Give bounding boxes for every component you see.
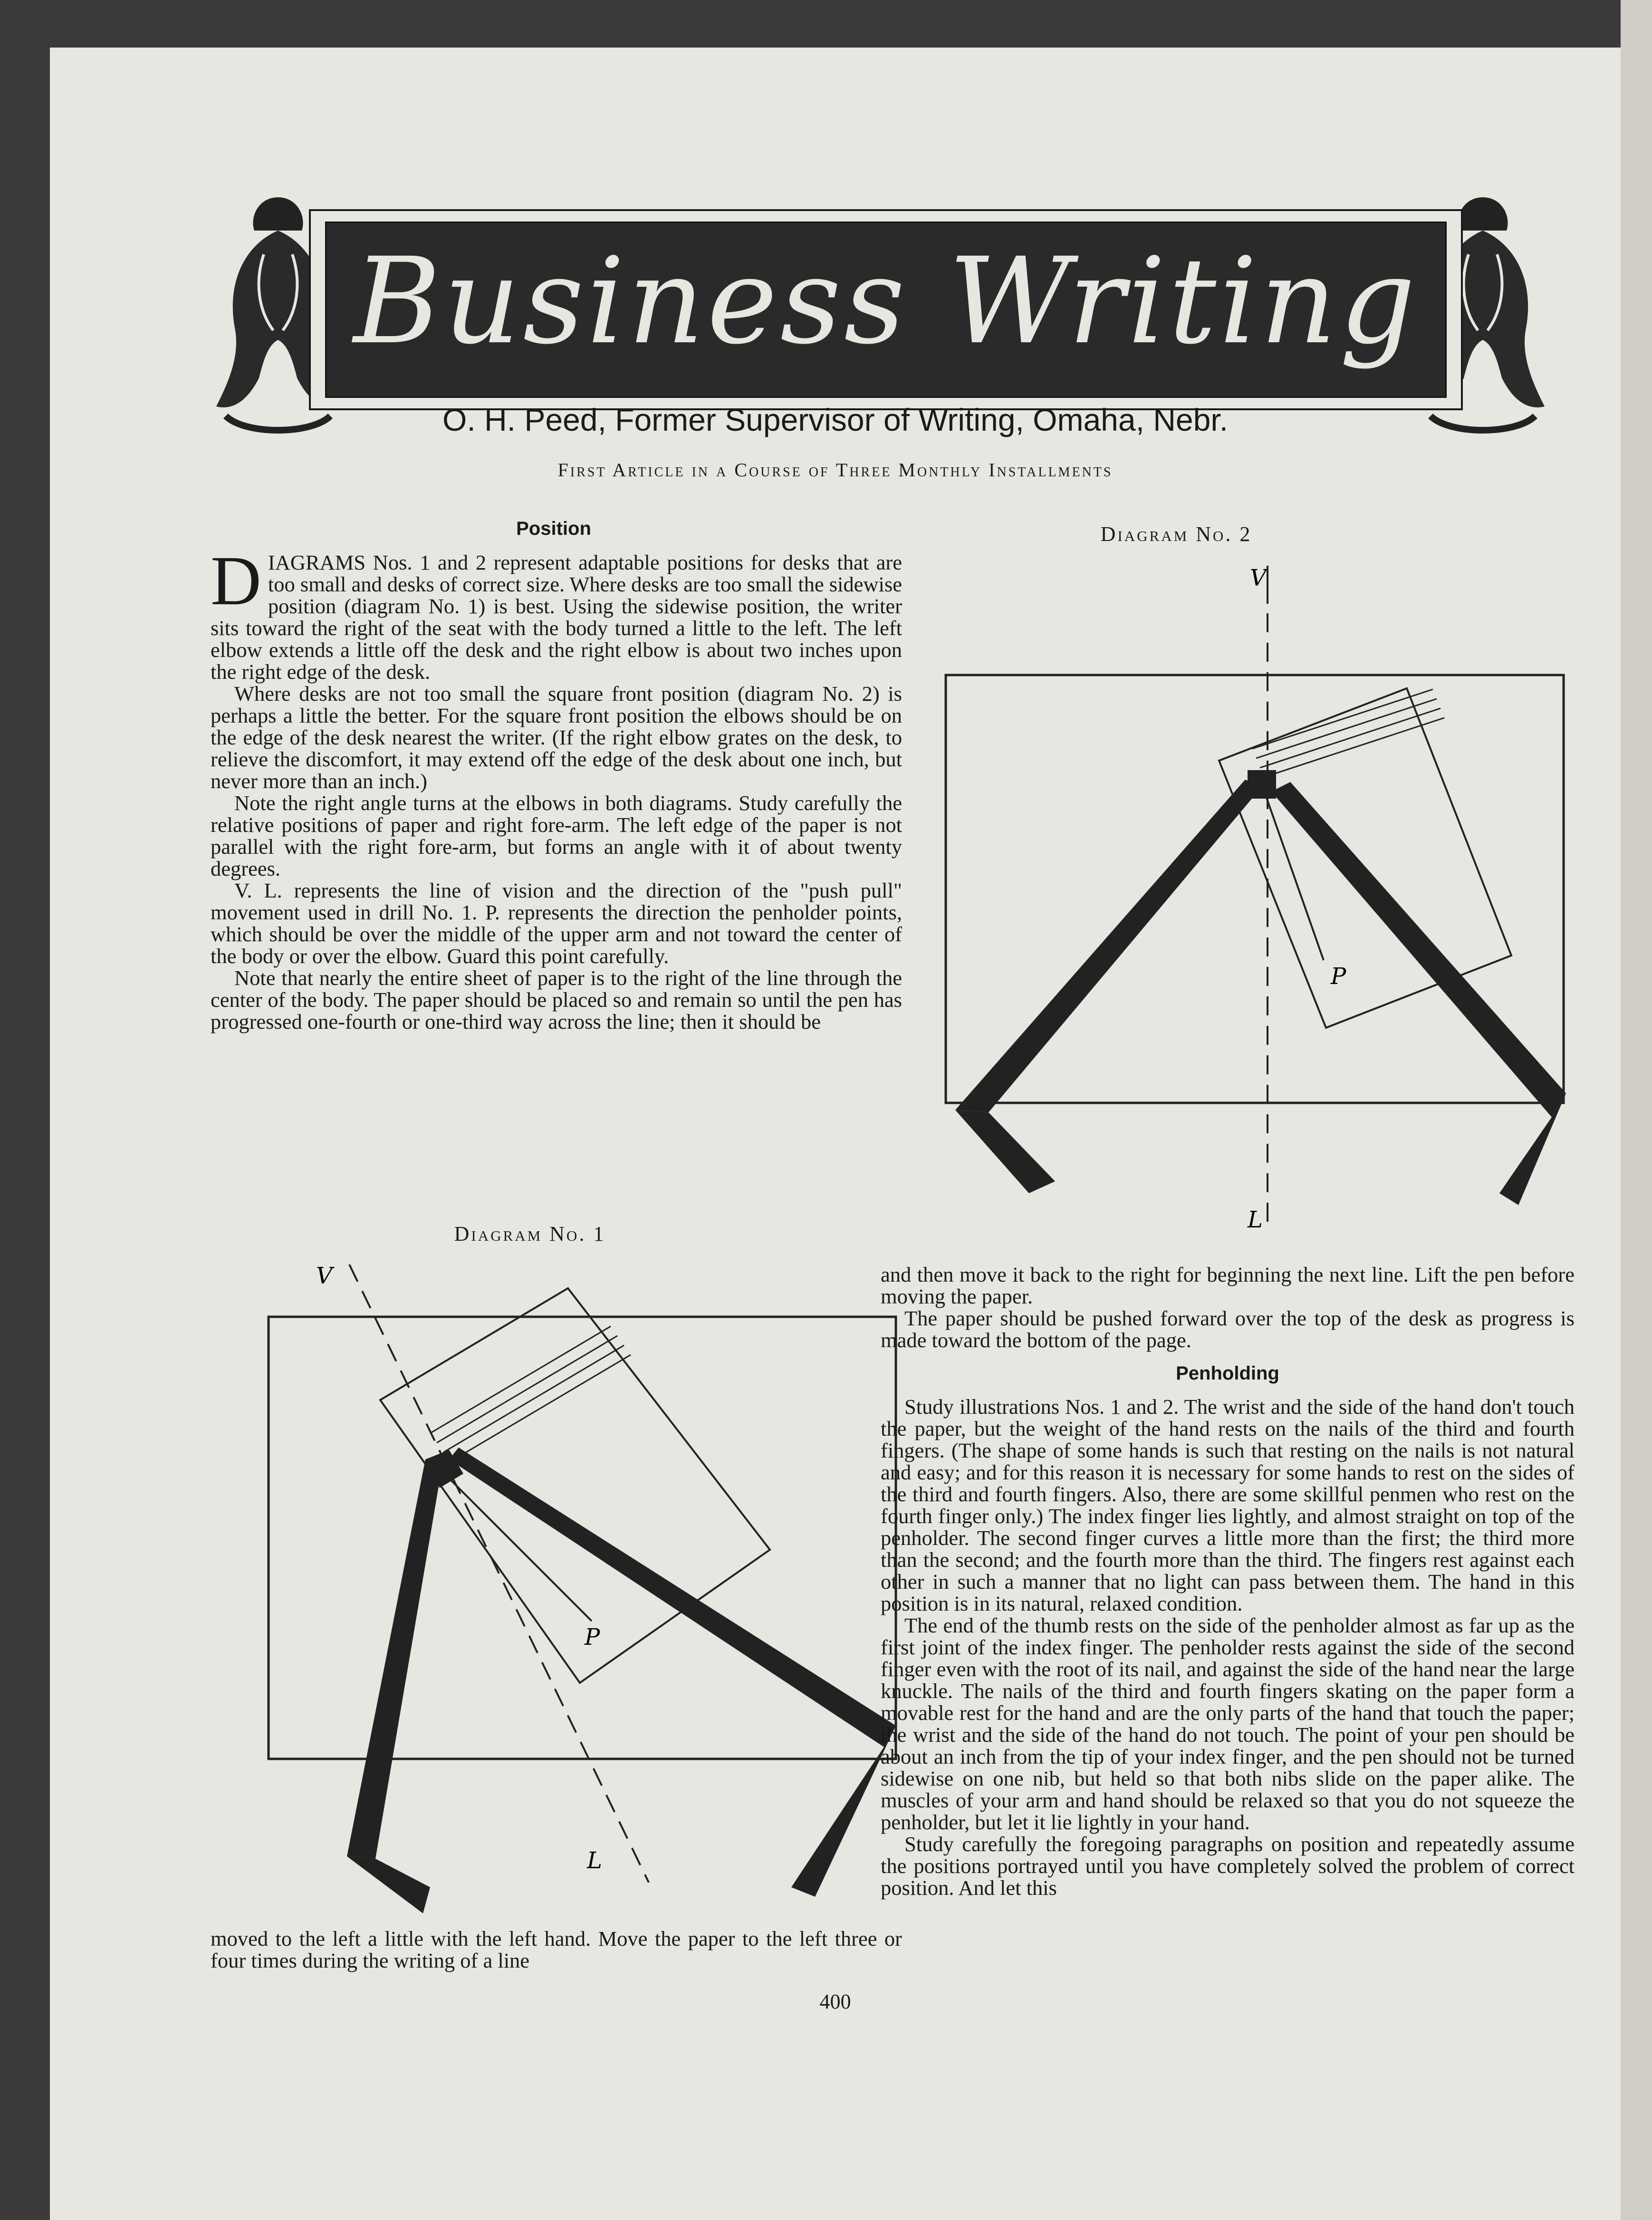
left-column-upper: [211, 542, 902, 1033]
diagram-2-paper: [1219, 688, 1511, 1028]
paragraph: Note that nearly the entire sheet of paper is to the right of the line through the center of the body. The paper should be placed so and remain so until the pen has progressed one-fourth or one-third way across the line; then it should be: [211, 966, 902, 1033]
paragraph: V. L. represents the line of vision and the direction of the "push pull" movement used in drill No. 1. P. represents the direction the penholder points, which should be over the middle of the upper arm and not toward the center of the body or over the elbow. Guard this point carefully.: [211, 878, 902, 968]
diagram-1-right-arm: [449, 1448, 896, 1747]
diagram-1-left-arm: [347, 1459, 442, 1859]
paragraph: The end of the thumb rests on the side of the penholder almost as far up as the first joint of the index finger. The penholder rests against the side of the second finger even with the root of its nail, and against the side of the hand near the large knuckle. The nails of the third and fourth fingers skating on the paper form a movable rest for the hand and are the only parts of the hand that touch the paper; the wrist and the side of the hand do not touch. The point of your pen should be about an inch from the tip of your index finger, and the pen should not be turned sidewise on one nib, but held so that both nibs slide on the paper alike. The muscles of your arm and hand should be relaxed so that you do not squeeze the penholder, but let it lie lightly in your hand.: [881, 1613, 1575, 1834]
paragraph: The paper should be pushed forward over the top of the desk as progress is made toward the bottom of the page.: [881, 1306, 1575, 1352]
diagram-2: [882, 547, 1580, 1260]
paragraph: and then move it back to the right for beginning the next line. Lift the pen before moving the paper.: [881, 1263, 1575, 1308]
diagram-1-p-mark: P: [585, 1624, 600, 1651]
drop-cap: D: [211, 542, 261, 620]
article-subtitle: First Article in a Course of Three Monthly Installments: [557, 459, 1113, 481]
diagram-2-p-mark: P: [1331, 963, 1346, 990]
magazine-page: [50, 48, 1621, 2220]
diagram-1: [192, 1250, 905, 1963]
right-column: [881, 1264, 1575, 1899]
diagram-1-l-mark: L: [587, 1847, 602, 1874]
paragraph: Study carefully the foregoing paragraphs on position and repeatedly assume the positions portrayed until you have completely solved the problem of correct position. And let this: [881, 1832, 1575, 1900]
section-heading-penholding: Penholding: [1176, 1363, 1279, 1384]
paragraph: moved to the left a little with the left hand. Move the paper to the left three or four times during the writing of a line: [211, 1927, 902, 1972]
diagram-2-label: Diagram No. 2: [1100, 522, 1252, 546]
diagram-2-l-mark: L: [1248, 1207, 1263, 1233]
page-number: 400: [819, 1990, 851, 2013]
paragraph: IAGRAMS Nos. 1 and 2 represent adaptable positions for desks that are too small and desks of correct size. Where desks are too small the sidewise position (diagram No. 1) is best. Using the sidewise position, the writer sits toward the right of the seat with the body turned a little to the left. The left elbow extends a little off the desk and the right elbow is about two inches upon the right edge of the desk.: [211, 550, 902, 684]
diagram-1-label: Diagram No. 1: [454, 1222, 606, 1245]
left-column-lower: [211, 1928, 902, 1971]
section-heading-position: Position: [516, 518, 591, 539]
adjacent-page-edge: [1621, 0, 1652, 2220]
diagram-2-right-arm: [1271, 782, 1566, 1117]
author-byline: O. H. Peed, Former Supervisor of Writing, Omaha, Nebr.: [442, 402, 1229, 437]
page-title: Business Writing: [353, 232, 1419, 370]
diagram-2-v-mark: V: [1250, 565, 1267, 591]
diagram-2-left-arm: [955, 780, 1262, 1112]
paragraph: Note the right angle turns at the elbows in both diagrams. Study carefully the relative positions of paper and right fore-arm. The left edge of the paper is not parallel with the right fore-arm, but forms an angle with it of about twenty degrees.: [211, 791, 902, 880]
header-banner: [309, 209, 1463, 410]
header-band: [325, 222, 1447, 398]
paragraph: Study illustrations Nos. 1 and 2. The wrist and the side of the hand don't touch the paper, but the weight of the hand rests on the nails of the third and fourth fingers. (The shape of some hands is such that resting on the nails is not natural and easy; and for this reason it is necessary for some hands to rest on the sides of the third and fourth fingers. Also, there are some skillful penmen who rest on the fourth finger only.) The index finger lies lightly, and almost straight on top of the penholder. The second finger curves a little more than the first; the third more than the second; and the fourth more than the third. The fingers rest against each other in such a manner that no light can pass between them. The hand in this position is in its natural, relaxed condition.: [881, 1395, 1575, 1615]
paragraph: Where desks are not too small the square front position (diagram No. 2) is perhaps a little the better. For the square front position the elbows should be on the edge of the desk nearest the writer. (If the right elbow grates on the desk, to relieve the discomfort, it may extend off the edge of the desk about one inch, but never more than an inch.): [211, 682, 902, 793]
diagram-1-v-mark: V: [316, 1263, 333, 1289]
